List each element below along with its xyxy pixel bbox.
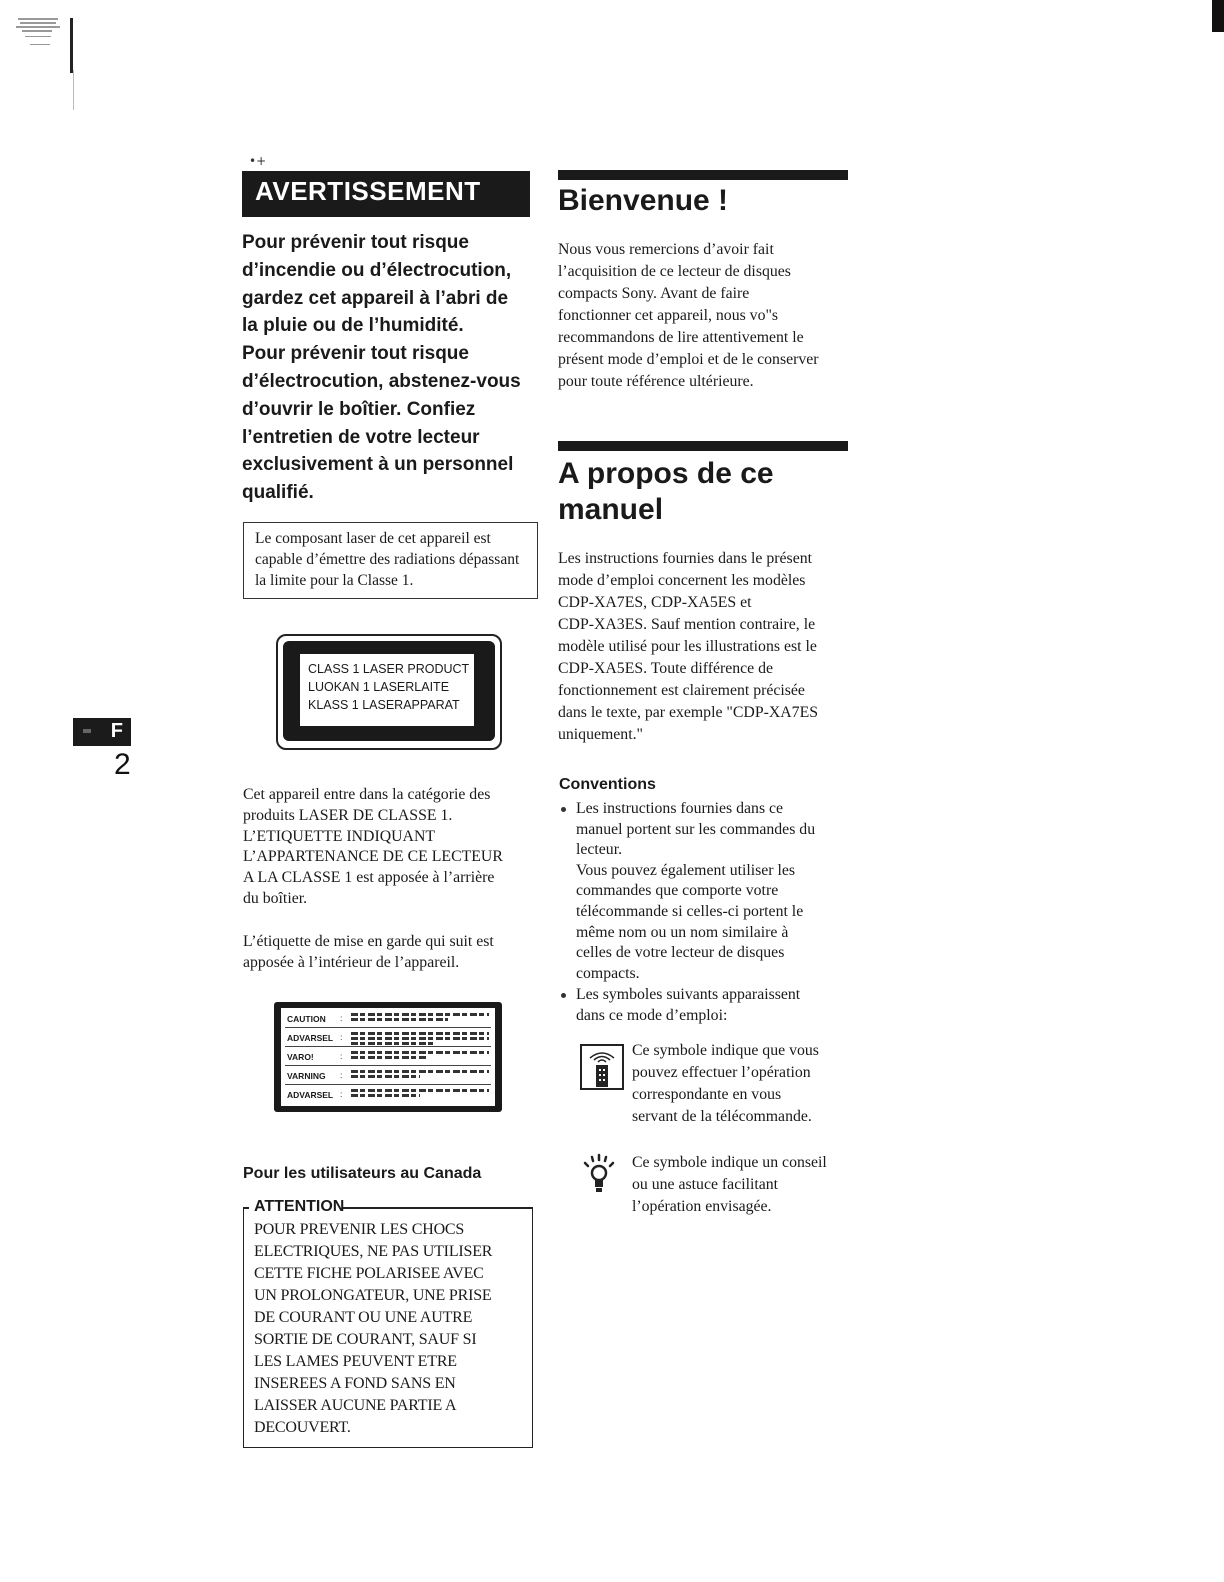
welcome-title: Bienvenue ! — [558, 184, 729, 217]
list-item: Les symboles suivants apparaissent dans ce mode d’emploi: — [558, 985, 853, 1026]
class-paragraph: Cet appareil entre dans la catégorie des produits LASER DE CLASSE 1. L’ETIQUETTE INDIQUANT L’APPARTENANCE DE CE LECTEUR A LA CLASSE 1 est apposée à l’arrière du boîtier. — [243, 786, 503, 907]
language-letter: F — [110, 720, 123, 742]
warning-title: AVERTISSEMENT — [255, 176, 481, 206]
list-item: Les instructions fournies dans ce manuel portent sur les commandes du lecteur. Vous pouvez également utiliser les commandes que comporte votre télécommande si celles-ci portent le même nom ou un nom similaire à celles de votre lecteur de disques compacts. — [558, 799, 853, 984]
caution-row: ADVARSEL : — [285, 1086, 491, 1103]
lightbulb-tip-icon — [581, 1153, 617, 1199]
canada-heading: Pour les utilisateurs au Canada — [243, 1165, 482, 1182]
label-paragraph: L’étiquette de mise en garde qui suit est apposée à l’intérieur de l’appareil. — [243, 933, 494, 971]
registration-mark: •+ — [249, 154, 267, 168]
scan-artifact — [0, 10, 78, 120]
remote-control-icon — [580, 1044, 624, 1090]
conventions-heading: Conventions — [559, 776, 656, 793]
caution-row: VARNING : — [285, 1067, 491, 1085]
caution-row: ADVARSEL : — [285, 1029, 491, 1047]
attention-title: ATTENTION — [254, 1198, 345, 1215]
language-tab — [73, 718, 131, 746]
section-rule — [558, 441, 848, 451]
section-rule — [558, 170, 848, 180]
tip-symbol-text: Ce symbole indique un conseil ou une astuce facilitant l’opération envisagée. — [632, 1154, 827, 1215]
conventions-list — [558, 799, 853, 1027]
bullet-icon — [561, 807, 566, 812]
about-text: Les instructions fournies dans le présent mode d’emploi concernent les modèles CDP-XA7ES, CDP-XA5ES et CDP-XA3ES. Sauf mention contraire, le modèle utilisé pour les illustrations est le CDP-XA5ES. Toute différence de fonctionnement est clairement précisée dans le texte, par exemple "CDP-XA7ES uniquement." — [558, 550, 819, 743]
warning-text: Pour prévenir tout risque d’incendie ou d’électrocution, gardez cet appareil à l’abri de la pluie ou de l’humidité. Pour prévenir tout risque d’électrocution, abstenez-vous d’ouvrir le boîtier. Confiez l’entretien de votre lecteur exclusivement à un personnel qualifié. — [242, 232, 521, 504]
caution-label — [281, 1008, 495, 1106]
class-1-laser-label: CLASS 1 LASER PRODUCT LUOKAN 1 LASERLAITE KLASS 1 LASERAPPARAT — [300, 654, 474, 726]
scan-edge — [1212, 0, 1224, 32]
attention-text: POUR PREVENIR LES CHOCS ELECTRIQUES, NE PAS UTILISER CETTE FICHE POLARISEE AVEC UN PROLONGATEUR, UNE PRISE DE COURANT OU UNE AUTRE SORTIE DE COURANT, SAUF SI LES LAMES PEUVENT ETRE INSEREES A FOND SANS EN LAISSER AUCUNE PARTIE A DECOUVERT. — [254, 1221, 493, 1436]
welcome-text: Nous vous remercions d’avoir fait l’acquisition de ce lecteur de disques compacts Sony. Avant de faire fonctionner cet appareil, nous vo"s recommandons de lire attentivement le présent mode d’emploi et de le conserver pour toute référence ultérieure. — [558, 241, 819, 390]
remote-symbol-text: Ce symbole indique que vous pouvez effectuer l’opération correspondante en vous servant de la télécommande. — [632, 1042, 819, 1125]
caution-row: CAUTION : — [285, 1010, 491, 1028]
bullet-icon — [561, 993, 566, 998]
caution-row: VARO! : — [285, 1048, 491, 1066]
page-number: 2 — [114, 748, 131, 781]
laser-note-box: Le composant laser de cet appareil est capable d’émettre des radiations dépassant la limite pour la Classe 1. — [243, 522, 538, 599]
about-title: A propos de ce manuel — [558, 457, 774, 526]
